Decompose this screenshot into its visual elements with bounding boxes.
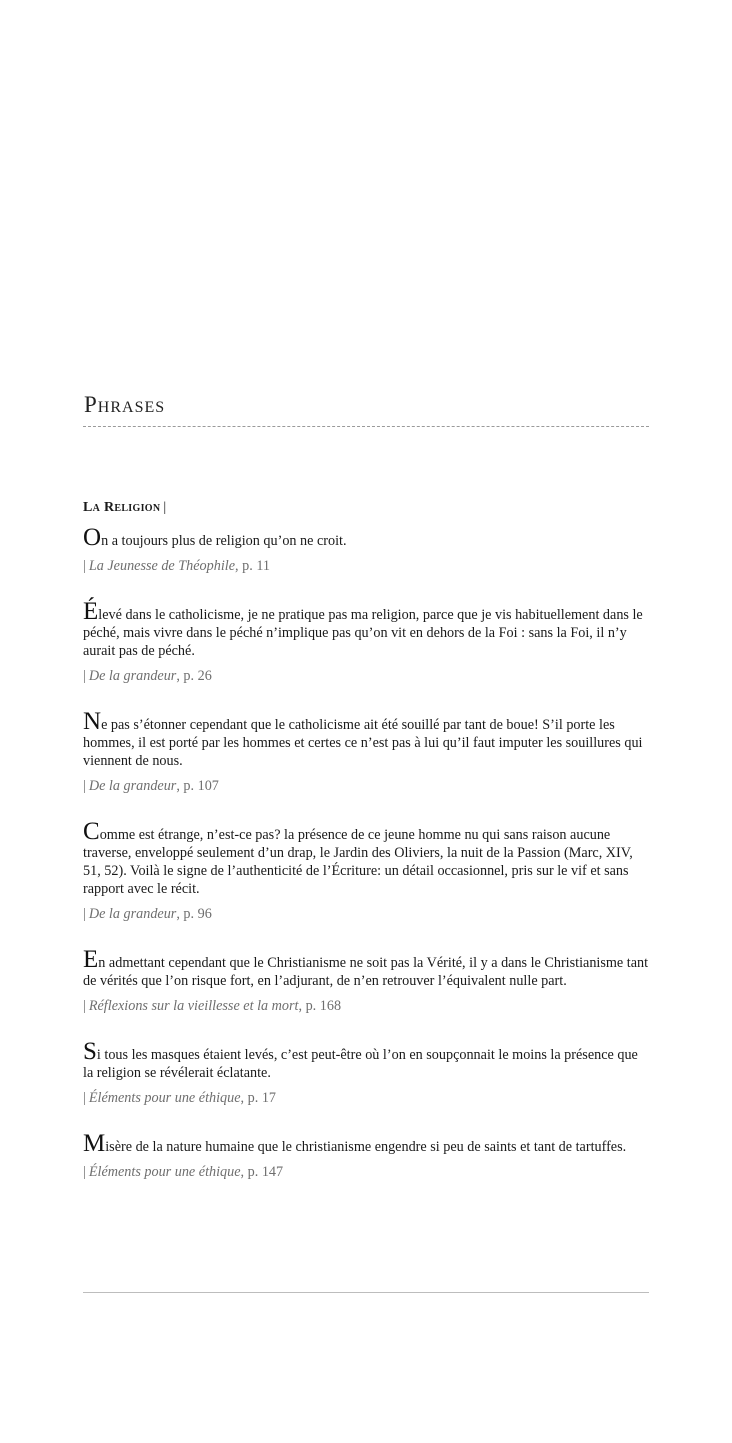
quote-item — [83, 1130, 649, 1181]
quote-text — [83, 708, 649, 770]
quote-item — [83, 946, 649, 1015]
quote-body: i tous les masques étaient levés, c’est peut-être où l’on en soupçonnait le moins la présence que la religion se révélerait éclatante. — [83, 1047, 638, 1081]
quote-initial: M — [83, 1130, 106, 1157]
source-work-title: De la grandeur — [88, 668, 177, 684]
source-page: , p. 168 — [298, 998, 342, 1014]
section-heading-separator: | — [163, 500, 167, 515]
quote-body: isère de la nature humaine que le christianisme engendre si peu de saints et tant de tartuffes. — [105, 1139, 627, 1155]
section-heading — [83, 499, 649, 517]
quote-initial: N — [83, 708, 102, 735]
quote-source — [83, 1089, 649, 1107]
quote-initial: S — [83, 1038, 97, 1065]
section-heading-label: La Religion — [83, 500, 161, 515]
quote-source — [83, 777, 649, 795]
source-page: , p. 96 — [176, 906, 212, 922]
quote-item — [83, 524, 649, 575]
quote-body: omme est étrange, n’est-ce pas? la présence de ce jeune homme nu qui sans raison aucune traverse, enveloppé seulement d’un drap, le Jardin des Oliviers, la nuit de la Passion (Marc, XIV, 51, 52). Voilà le signe de l’authenticité de l’Écriture: un détail occasionnel, pris sur le vif et sans rapport avec le récit. — [83, 827, 633, 897]
quote-source — [83, 1163, 649, 1181]
source-work-title: Éléments pour une éthique — [88, 1090, 241, 1106]
quote-source — [83, 667, 649, 685]
source-work-title: Réflexions sur la vieillesse et la mort — [88, 998, 299, 1014]
footer-divider — [83, 1292, 649, 1293]
source-work-title: De la grandeur — [88, 906, 177, 922]
source-separator: | — [83, 998, 86, 1014]
source-page: , p. 11 — [235, 558, 270, 574]
quote-body: e pas s’étonner cependant que le catholicisme ait été souillé par tant de boue! S’il porte les hommes, il est porté par les hommes et certes ce n’est pas à lui qu’il faut imputer les souillures qui viennent de nous. — [83, 717, 643, 769]
source-separator: | — [83, 1164, 86, 1180]
quote-initial: E — [83, 946, 99, 973]
quote-source — [83, 997, 649, 1015]
source-separator: | — [83, 1090, 86, 1106]
quote-list — [83, 524, 649, 1181]
quote-initial: O — [83, 524, 102, 551]
quote-text — [83, 1130, 649, 1157]
source-work-title: La Jeunesse de Théophile — [88, 558, 236, 574]
quote-body: n admettant cependant que le Christianisme ne soit pas la Vérité, il y a dans le Christianisme tant de vérités que l’on risque fort, en l’adjurant, de n’en retrouver l’équivalent nulle part. — [83, 955, 649, 989]
source-separator: | — [83, 558, 86, 574]
main-content — [83, 390, 649, 1181]
quote-text — [83, 946, 649, 990]
quote-item — [83, 1038, 649, 1107]
source-work-title: Éléments pour une éthique — [88, 1164, 241, 1180]
quote-source — [83, 557, 649, 575]
quote-initial: C — [83, 818, 100, 845]
source-separator: | — [83, 668, 86, 684]
quote-item — [83, 708, 649, 795]
quote-item — [83, 598, 649, 685]
quote-text — [83, 818, 649, 898]
quote-body: levé dans le catholicisme, je ne pratique pas ma religion, parce que je vis habituellement dans le péché, mais vivre dans le péché n’implique pas qu’on vit en dehors de la Foi : sans la Foi, il n’y aurait pas de péché. — [83, 607, 643, 659]
source-work-title: De la grandeur — [88, 778, 177, 794]
source-page: , p. 26 — [176, 668, 212, 684]
source-separator: | — [83, 778, 86, 794]
quote-item — [83, 818, 649, 923]
source-page: , p. 107 — [176, 778, 219, 794]
quote-text — [83, 1038, 649, 1082]
title-divider — [83, 426, 649, 427]
quote-body: n a toujours plus de religion qu’on ne croit. — [101, 533, 347, 549]
page-title: Phrases — [84, 392, 166, 417]
quote-text — [83, 598, 649, 660]
source-page: , p. 17 — [240, 1090, 277, 1106]
source-separator: | — [83, 906, 86, 922]
source-page: , p. 147 — [240, 1164, 284, 1180]
quote-source — [83, 905, 649, 923]
quote-initial: É — [83, 598, 99, 625]
quote-text — [83, 524, 649, 551]
